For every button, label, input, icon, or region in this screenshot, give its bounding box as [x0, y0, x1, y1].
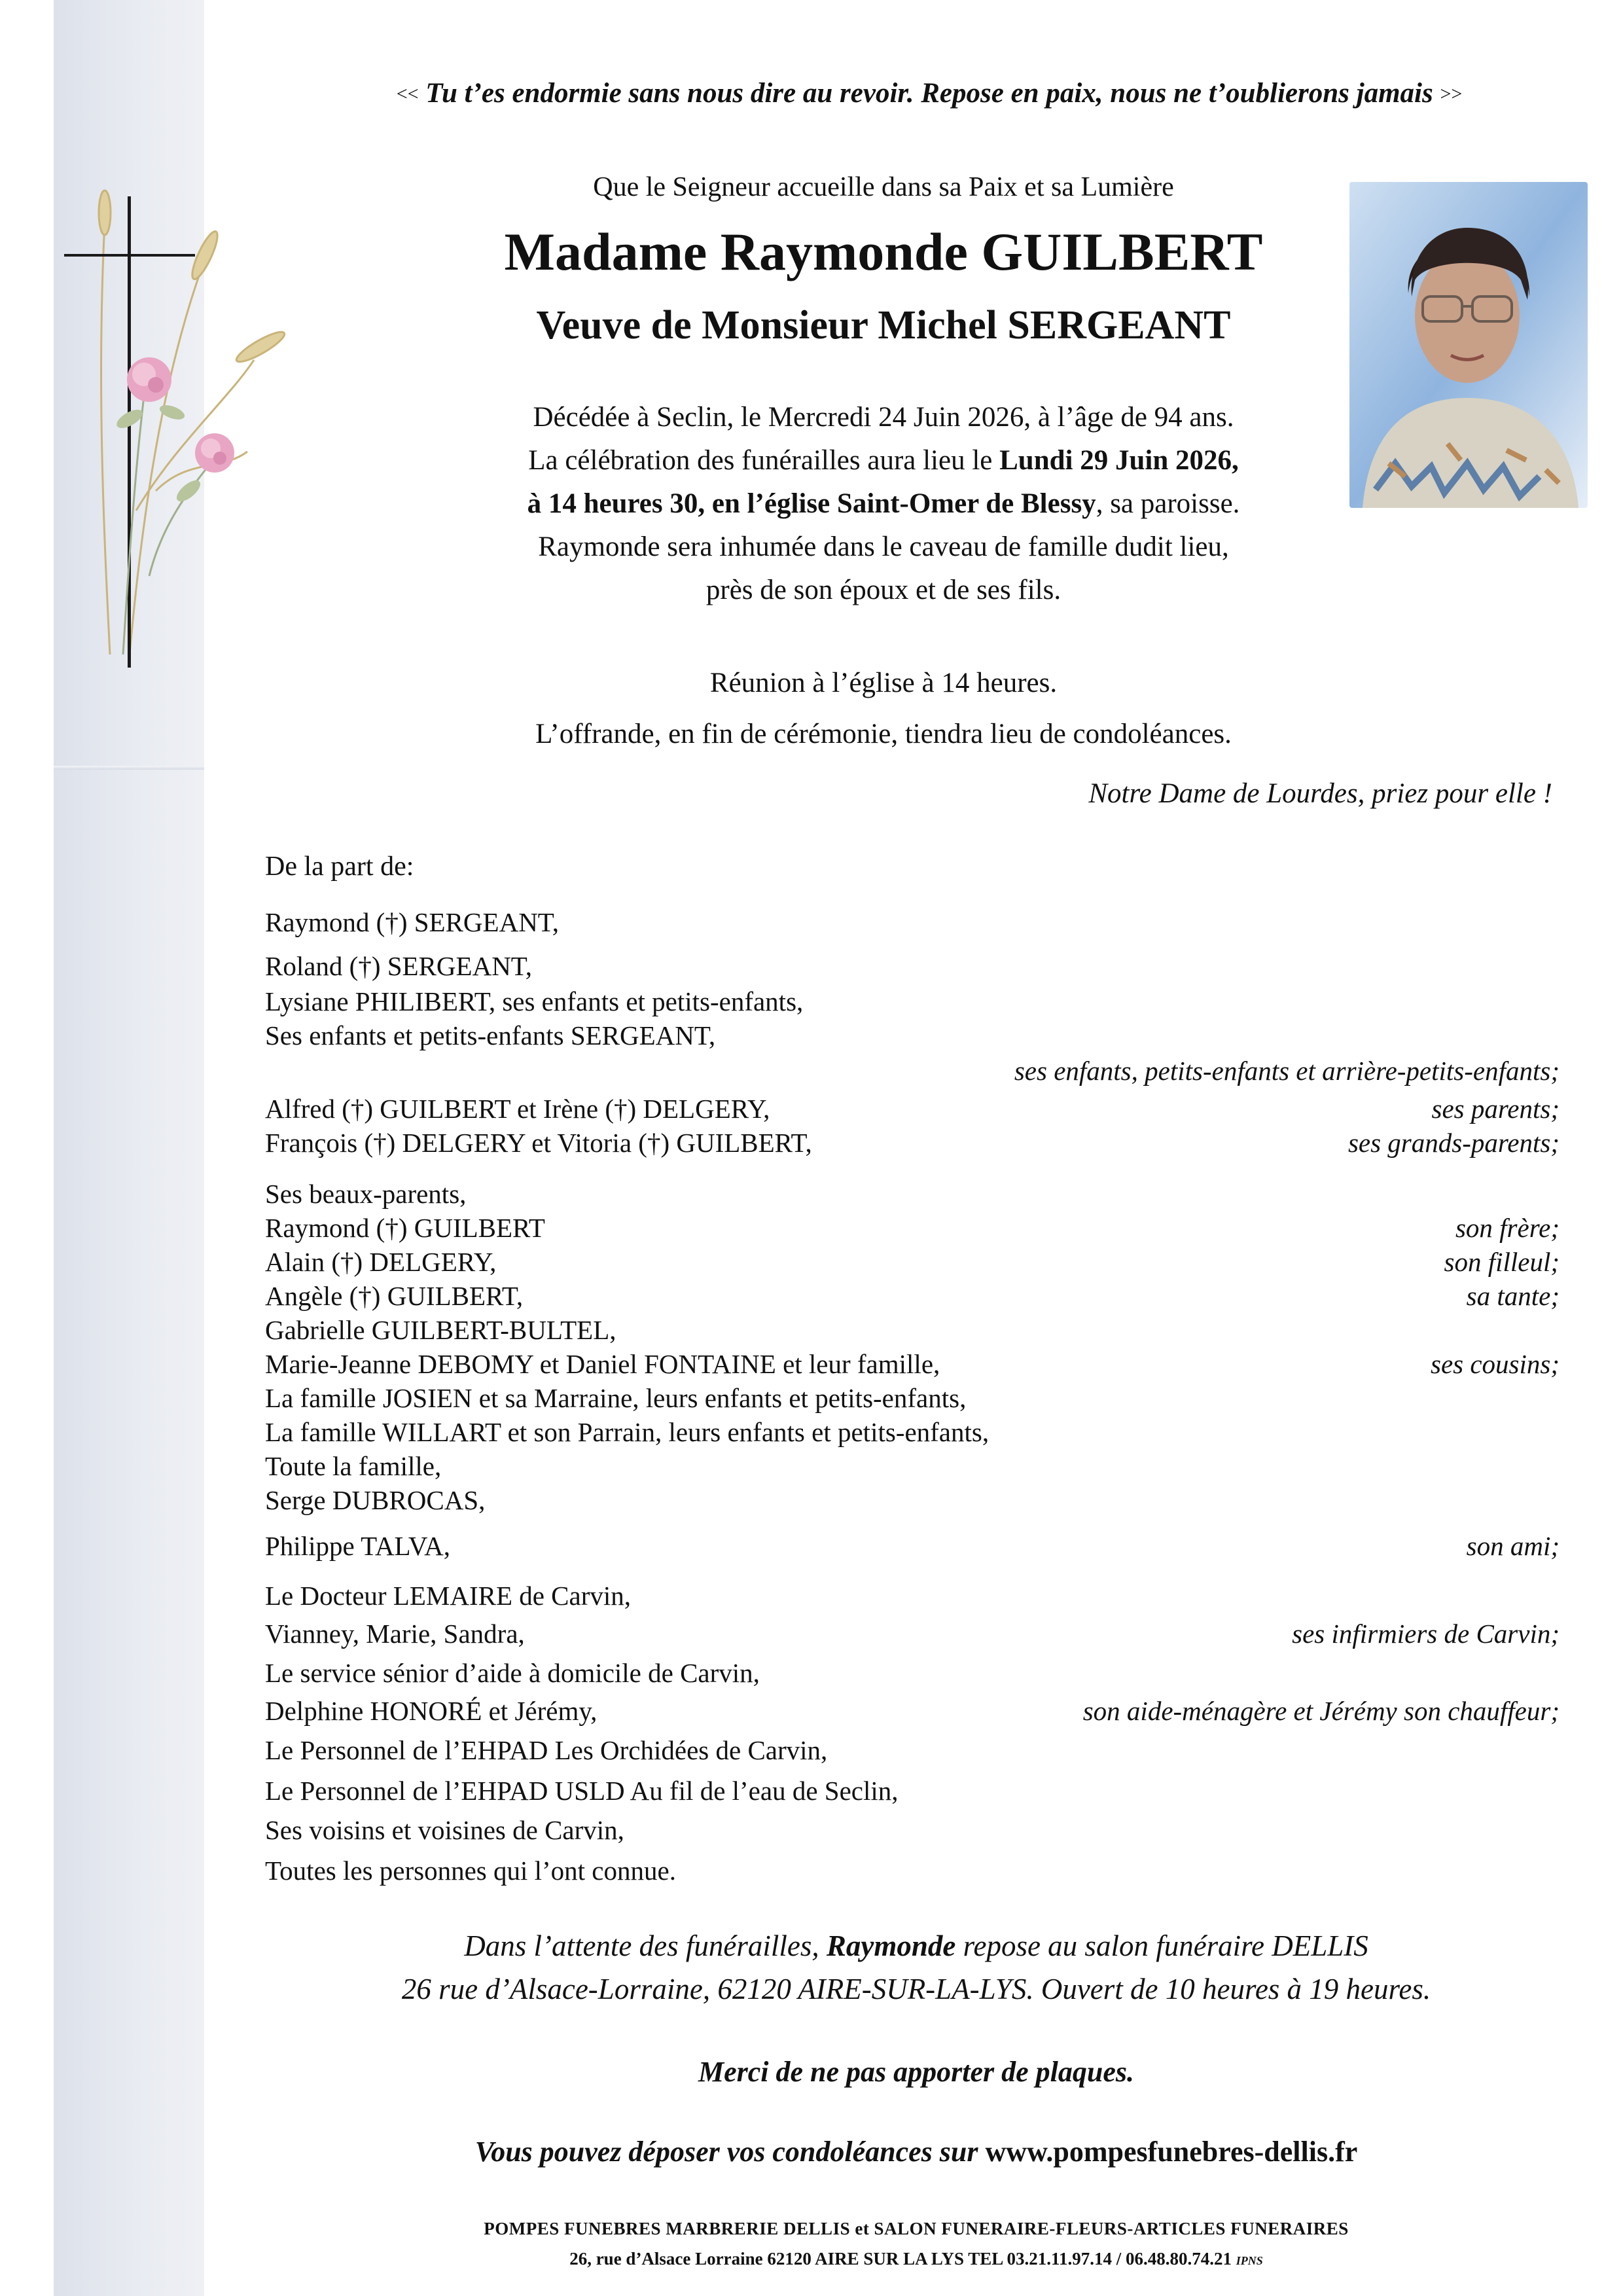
footer-address: 26, rue d’Alsace Lorraine 62120 AIRE SUR LA LYS TEL 03.21.11.97.14 / 06.48.80.74.21	[569, 2249, 1232, 2269]
rose-flowers-icon	[114, 357, 234, 655]
family-name: Toute la famille,	[265, 1451, 442, 1481]
epigraph-quote	[288, 77, 1571, 109]
family-name: Serge DUBROCAS,	[265, 1485, 486, 1515]
family-name: François (†) DELGERY et Vitoria (†) GUILBERT,	[265, 1128, 812, 1158]
no-plaques-line: Merci de ne pas apporter de plaques.	[698, 2056, 1135, 2088]
family-name: Alain (†) DELGERY,	[265, 1247, 497, 1277]
family-relation: ses cousins;	[1430, 1349, 1560, 1379]
funeral-line-1	[393, 439, 1374, 482]
burial-line-1: Raymonde sera inhumée dans le caveau de famille dudit lieu,	[538, 531, 1229, 562]
burial-line-2: près de son époux et de ses fils.	[705, 575, 1061, 605]
family-relation: ses infirmiers de Carvin;	[1292, 1619, 1560, 1649]
family-name: Angèle (†) GUILBERT,	[265, 1281, 524, 1311]
family-name: Toutes les personnes qui l’ont connue.	[265, 1856, 676, 1886]
family-name: Ses voisins et voisines de Carvin,	[265, 1815, 624, 1845]
family-relation: ses parents;	[1431, 1094, 1560, 1124]
condolences-line	[262, 2135, 1571, 2168]
salon-rest: repose au salon funéraire DELLIS	[955, 1929, 1368, 1962]
funeral-intro: La célébration des funérailles aura lieu le	[528, 445, 1000, 476]
family-name: Raymond (†) GUILBERT	[265, 1213, 545, 1243]
family-name: Le Personnel de l’EHPAD USLD Au fil de l’eau de Seclin,	[265, 1776, 899, 1806]
family-name: Le Personnel de l’EHPAD Les Orchidées de Carvin,	[265, 1735, 828, 1765]
death-line: Décédée à Seclin, le Mercredi 24 Juin 2026, à l’âge de 94 ans.	[533, 402, 1234, 433]
family-relation: ses grands-parents;	[1347, 1128, 1560, 1158]
salon-line-2: 26 rue d’Alsace-Lorraine, 62120 AIRE-SUR-LA-LYS. Ouvert de 10 heures à 19 heures.	[401, 1973, 1431, 2005]
family-label: De la part de:	[265, 852, 414, 882]
family-relation: son frère;	[1455, 1213, 1560, 1243]
family-name: Le Docteur LEMAIRE de Carvin,	[265, 1581, 632, 1611]
epigraph-text: Tu t’es endormie sans nous dire au revoir. Repose en paix, nous ne t’oublierons jamais	[425, 78, 1433, 109]
family-name: Lysiane PHILIBERT, ses enfants et petits-enfants,	[265, 986, 804, 1016]
offering-line: L’offrande, en fin de cérémonie, tiendra lieu de condoléances.	[535, 719, 1232, 749]
family-relation: ses enfants, petits-enfants et arrière-petits-enfants;	[1014, 1056, 1560, 1086]
welcome-line: Que le Seigneur accueille dans sa Paix et sa Lumière	[593, 172, 1174, 202]
website-link[interactable]: www.pompesfunebres-dellis.fr	[985, 2136, 1358, 2168]
family-name: Alfred (†) GUILBERT et Irène (†) DELGERY,	[265, 1094, 770, 1124]
family-name: Gabrielle GUILBERT-BULTEL,	[265, 1315, 616, 1345]
family-name: Vianney, Marie, Sandra,	[265, 1619, 525, 1649]
family-name: La famille WILLART et son Parrain, leurs enfants et petits-enfants,	[265, 1417, 990, 1447]
announcement-block	[393, 396, 1374, 612]
family-name: Le service sénior d’aide à domicile de Carvin,	[265, 1658, 760, 1688]
family-name: Raymond (†) SERGEANT,	[265, 907, 560, 937]
printer-mark: IPNS	[1236, 2254, 1263, 2267]
meeting-block	[393, 658, 1374, 760]
family-name: Ses enfants et petits-enfants SERGEANT,	[265, 1020, 716, 1050]
family-name: Philippe TALVA,	[265, 1531, 451, 1561]
deceased-name: Madame Raymonde GUILBERT	[504, 222, 1263, 281]
salon-intro: Dans l’attente des funérailles,	[464, 1929, 827, 1962]
salon-name: Raymonde	[826, 1929, 956, 1962]
condolences-text: Vous pouvez déposer vos condoléances sur	[474, 2136, 986, 2168]
quote-close-mark: >>	[1440, 83, 1463, 105]
widow-of-line: Veuve de Monsieur Michel SERGEANT	[536, 303, 1231, 348]
prayer-line: Notre Dame de Lourdes, priez pour elle !	[1088, 778, 1552, 809]
funeral-parish: , sa paroisse.	[1096, 488, 1240, 519]
band-seam	[54, 766, 204, 770]
footer-address-line	[262, 2249, 1571, 2269]
cross-icon	[64, 196, 195, 668]
family-relation: sa tante;	[1466, 1281, 1560, 1311]
funeral-time-place: à 14 heures 30, en l’église Saint-Omer de Blessy	[527, 488, 1096, 519]
family-relation: son ami;	[1466, 1531, 1560, 1561]
cross-flowers-decoration	[58, 183, 332, 681]
meeting-line: Réunion à l’église à 14 heures.	[709, 668, 1058, 698]
family-name: Roland (†) SERGEANT,	[265, 951, 533, 981]
funeral-line-2	[393, 482, 1374, 526]
salon-block	[262, 1924, 1571, 2011]
family-name: La famille JOSIEN et sa Marraine, leurs enfants et petits-enfants,	[265, 1383, 967, 1413]
family-relation: son aide-ménagère et Jérémy son chauffeur;	[1082, 1696, 1560, 1726]
family-name: Marie-Jeanne DEBOMY et Daniel FONTAINE et leur famille,	[265, 1349, 940, 1379]
footer-company: POMPES FUNEBRES MARBRERIE DELLIS et SALON FUNERAIRE-FLEURS-ARTICLES FUNERAIRES	[484, 2219, 1349, 2238]
family-relation: son filleul;	[1444, 1247, 1560, 1277]
funeral-date: Lundi 29 Juin 2026,	[999, 445, 1239, 476]
quote-open-mark: <<	[396, 83, 419, 105]
salon-line-1	[262, 1924, 1571, 1967]
family-name: Delphine HONORÉ et Jérémy,	[265, 1696, 597, 1726]
family-name: Ses beaux-parents,	[265, 1179, 467, 1209]
